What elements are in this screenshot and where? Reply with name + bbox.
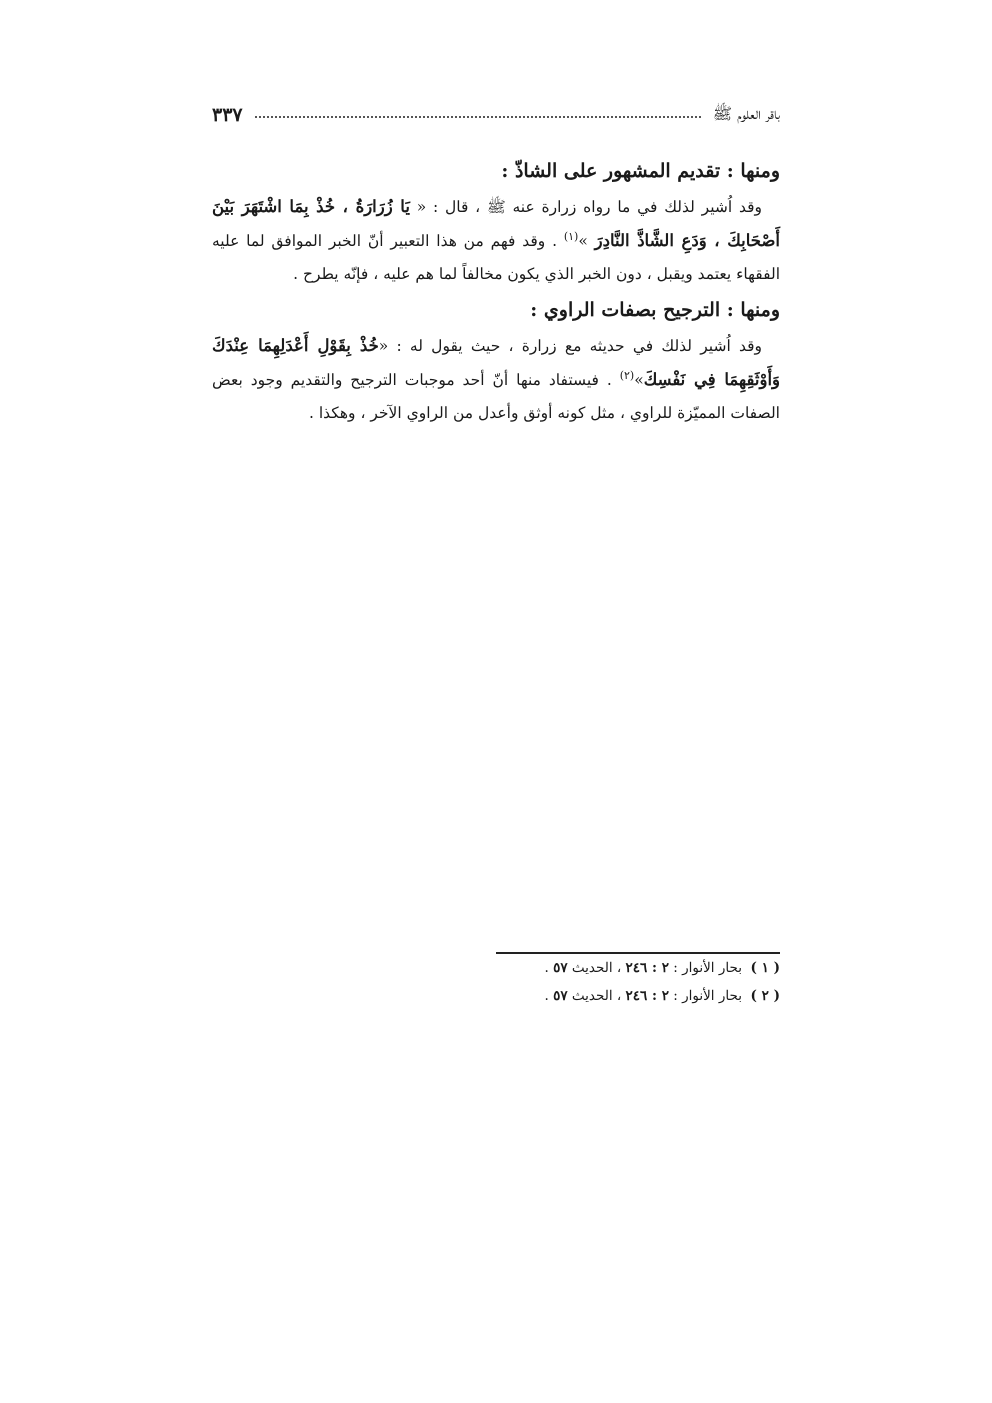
paragraph-2 — [212, 329, 780, 430]
heading-separator: : — [720, 160, 741, 182]
footnote-hadith-number: ٥٧ — [553, 988, 568, 1004]
heading-separator: : — [720, 299, 741, 321]
heading-lead: ومنها — [740, 160, 780, 182]
footnote-hadith-number: ٥٧ — [553, 960, 568, 976]
footnote-end: . — [544, 988, 554, 1004]
footnote-text: ، الحديث — [567, 988, 626, 1004]
footnote-reference-2[interactable]: (٢) — [619, 368, 635, 382]
quote-close: » — [634, 371, 644, 389]
section-heading-2 — [212, 291, 780, 329]
footnote-volume-page: ٢ : ٢٤٦ — [625, 960, 669, 976]
paragraph-text: وقد اُشير لذلك في حديثه مع زرارة ، حيث يقول له : « — [378, 337, 763, 355]
page-body — [212, 152, 780, 430]
paragraph-text: . فيستفاد منها أنّ أحد موجبات الترجيح والتقديم وجود بعض الصفات المميّزة للراوي ، مثل كونه أوثق وأعدل من الراوي الآخر ، وهكذا . — [212, 371, 780, 422]
footnote-2 — [212, 982, 780, 1010]
heading-lead: ومنها — [740, 299, 780, 321]
footnote-end: . — [544, 960, 554, 976]
section-heading-1 — [212, 152, 780, 190]
footnote-1 — [212, 954, 780, 982]
footnote-number: ( ٢ ) — [750, 988, 780, 1004]
hadith-quote: خُذْ بِقَوْلِ أَعْدَلِهِمَا عِنْدَكَ وَأَوْثَقِهِمَا فِي نَفْسِكَ — [212, 336, 780, 389]
footnote-volume-page: ٢ : ٢٤٦ — [625, 988, 669, 1004]
quote-close: » — [578, 232, 595, 250]
header-dotted-leader — [255, 116, 701, 118]
footnote-reference-1[interactable]: (١) — [563, 229, 579, 243]
paragraph-text: . وقد فهم من هذا التعبير أنّ الخبر الموافق لما عليه الفقهاء يعتمد ويقبل ، دون الخبر الذي يكون مخالفاً لما هم عليه ، فإنّه يطرح . — [212, 232, 780, 283]
page-number: ٣٣٧ — [212, 104, 243, 126]
heading-label: الترجيح بصفات الراوي : — [530, 299, 721, 321]
footnote-source: بحار الأنوار : — [668, 988, 742, 1004]
paragraph-1 — [212, 190, 780, 291]
hadith-quote: يَا زُرَارَةُ ، خُذْ بِمَا اشْتَهَرَ بَيْنَ أَصْحَابِكَ ، وَدَعِ الشَّاذَّ النَّادِرَ — [212, 197, 781, 250]
header-title: باقر العلوم ﷺ — [712, 103, 780, 123]
footnote-text: ، الحديث — [567, 960, 626, 976]
book-page — [212, 0, 780, 1403]
footnotes — [212, 952, 780, 1010]
footnote-number: ( ١ ) — [750, 960, 780, 976]
paragraph-text: وقد اُشير لذلك في ما رواه زرارة عنه ﷺ ، قال : « — [409, 198, 763, 216]
running-header — [212, 100, 780, 130]
footnote-source: بحار الأنوار : — [668, 960, 742, 976]
heading-label: تقديم المشهور على الشاذّ : — [501, 160, 721, 182]
